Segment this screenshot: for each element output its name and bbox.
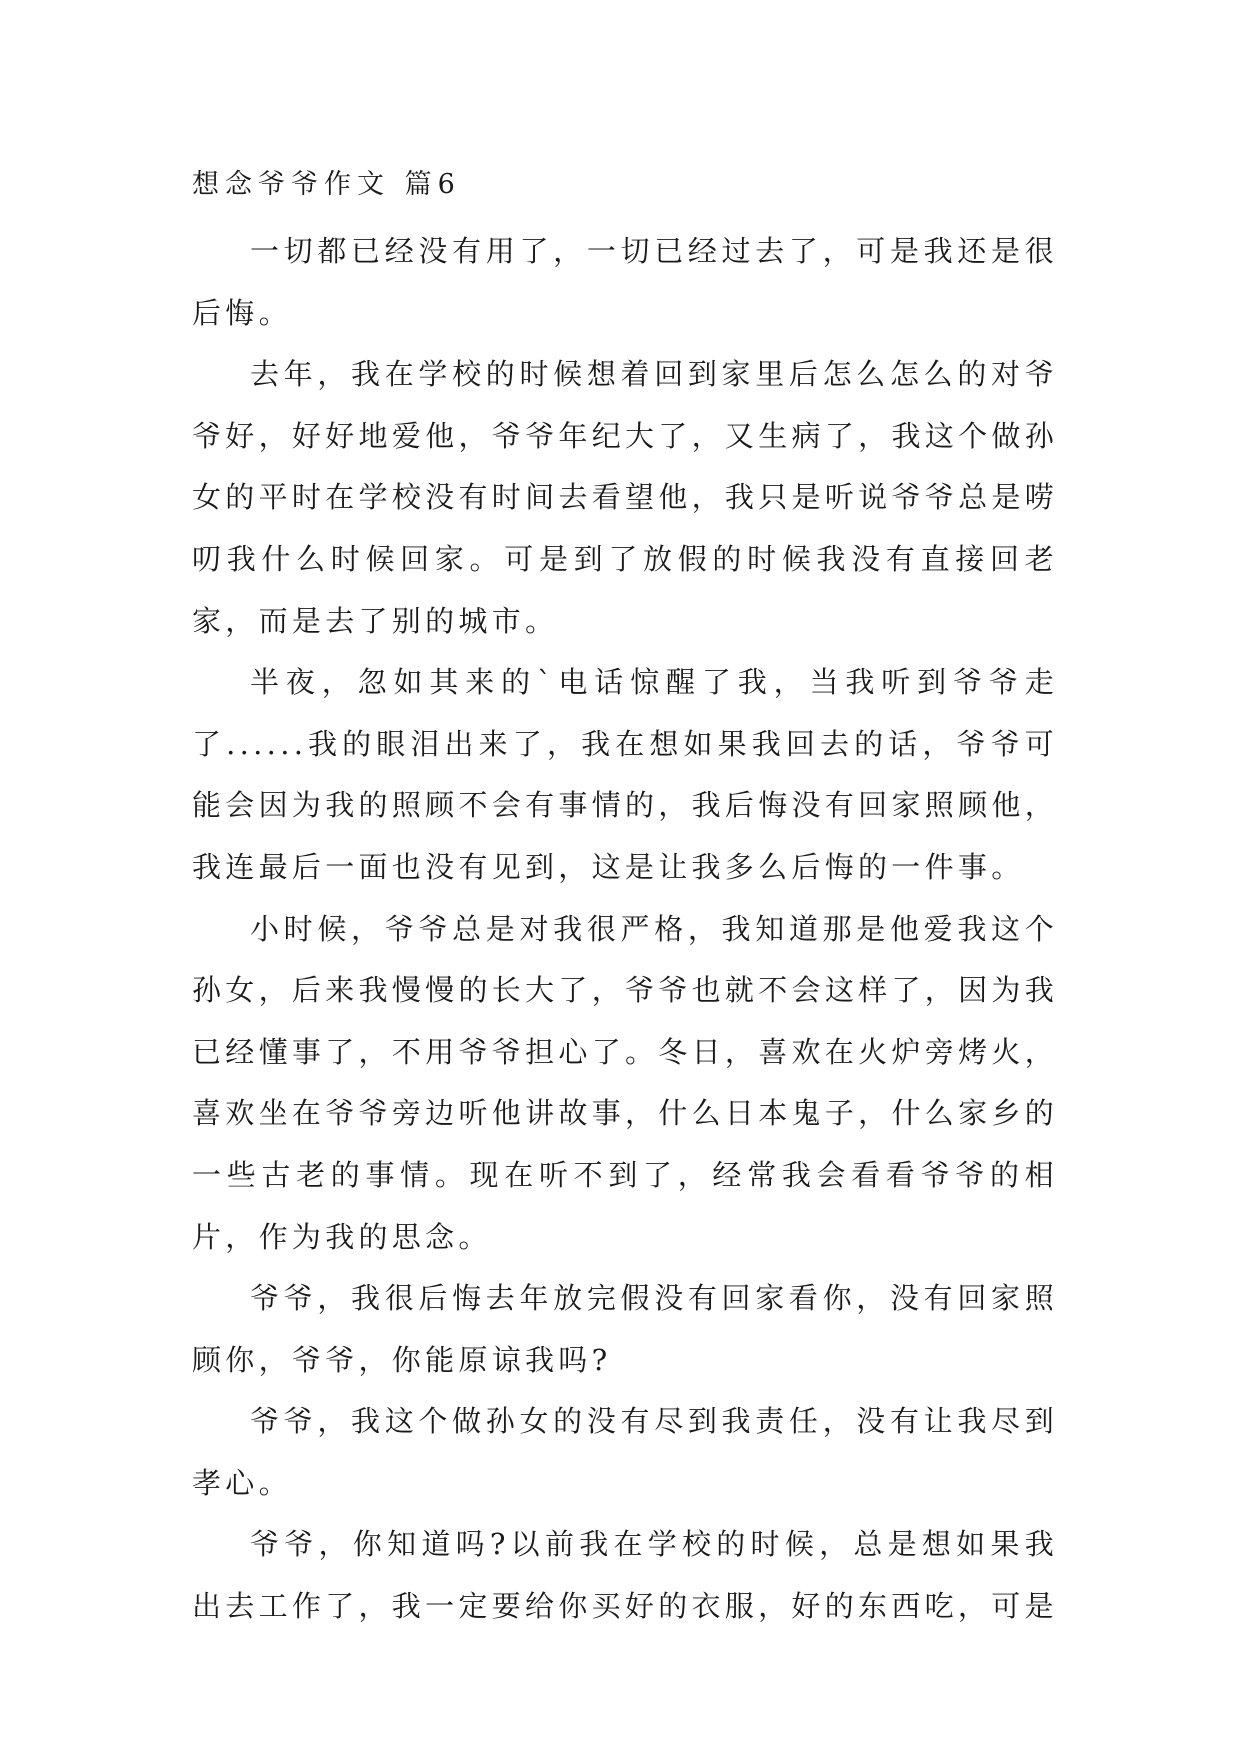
paragraph-1: 一切都已经没有用了，一切已经过去了，可是我还是很后悔。: [192, 234, 1058, 330]
document-body: [192, 221, 1058, 1638]
paragraph-6: 爷爷，我这个做孙女的没有尽到我责任，没有让我尽到孝心。: [192, 1404, 1058, 1500]
paragraph-5: 爷爷，我很后悔去年放完假没有回家看你，没有回家照顾你，爷爷，你能原谅我吗?: [192, 1281, 1058, 1377]
paragraph-3: 半夜，忽如其来的`电话惊醒了我，当我听到爷爷走了......我的眼泪出来了，我在想如果我回去的话，爷爷可能会因为我的照顾不会有事情的，我后悔没有回家照顾他，我连最后一面也没有见到，这是让我多么后悔的一件事。: [192, 665, 1058, 884]
document-title: 想念爷爷作文 篇6: [192, 169, 461, 200]
paragraph-2: 去年，我在学校的时候想着回到家里后怎么怎么的对爷爷好，好好地爱他，爷爷年纪大了，又生病了，我这个做孙女的平时在学校没有时间去看望他，我只是听说爷爷总是唠叨我什么时候回家。可是到了放假的时候我没有直接回老家，而是去了别的城市。: [192, 357, 1058, 638]
paragraph-4: 小时候，爷爷总是对我很严格，我知道那是他爱我这个孙女，后来我慢慢的长大了，爷爷也就不会这样了，因为我已经懂事了，不用爷爷担心了。冬日，喜欢在火炉旁烤火，喜欢坐在爷爷旁边听他讲故事，什么日本鬼子，什么家乡的一些古老的事情。现在听不到了，经常我会看看爷爷的相片，作为我的思念。: [192, 911, 1058, 1254]
paragraph-7: 爷爷，你知道吗?以前我在学校的时候，总是想如果我出去工作了，我一定要给你买好的衣服，好的东西吃，可是: [192, 1527, 1058, 1624]
